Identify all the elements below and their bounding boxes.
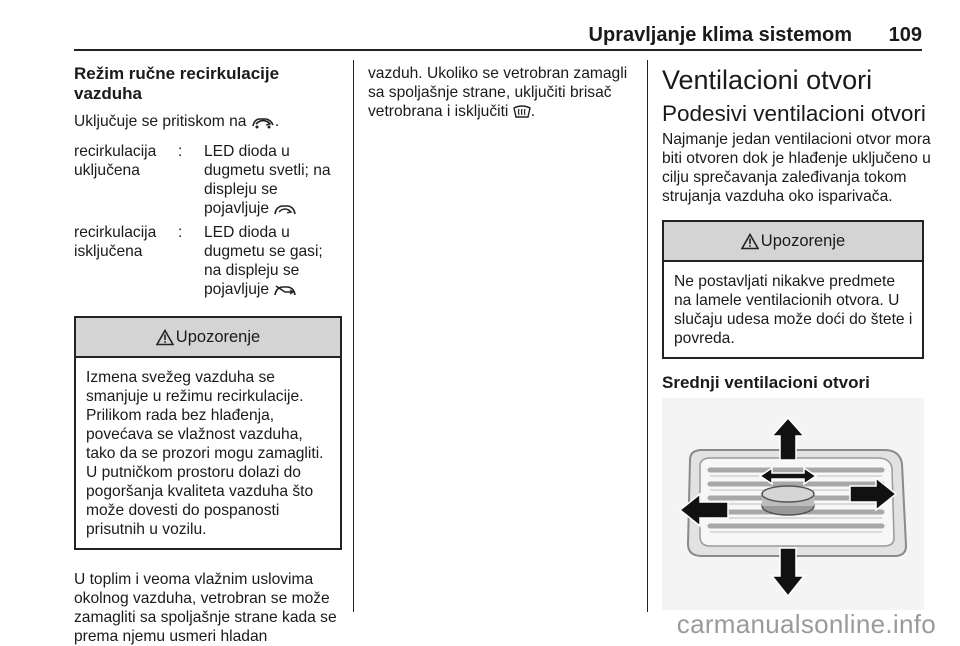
recirculation-intro: Uključuje se pritiskom na . xyxy=(74,112,342,134)
fogging-paragraph: U toplim i veoma vlažnim uslovima okolnog vazduha, vetrobran se može zamagliti sa spoljašnje strane kada se prema njemu usmeri hladan xyxy=(74,571,337,645)
recirculation-off-icon xyxy=(273,283,297,302)
warning-title: Upozorenje xyxy=(175,327,261,346)
vents-paragraph: Najmanje jedan ventilacioni otvor mora biti otvoren dok je hlađenje uključeno u cilju sprečavanja zaleđivanja tokom strujanja vazduha oko isparivača. xyxy=(662,131,931,205)
warning-triangle-icon xyxy=(156,329,174,346)
recirculation-car-icon xyxy=(251,115,275,134)
column-divider-2 xyxy=(647,60,648,612)
warning-triangle-icon xyxy=(741,233,759,250)
windscreen-defrost-icon xyxy=(513,104,531,124)
status-description: LED dioda u dugmetu se gasi; na displeju se pojavljuje xyxy=(204,223,342,302)
recirculation-on-icon xyxy=(273,202,297,221)
page-number: 109 xyxy=(888,24,922,46)
warning-text: Ne postavljati nikakve predmete na lamele ventilacionih otvora. U slučaju udesa može doći do štete i povreda. xyxy=(674,273,913,347)
watermark: carmanualsonline.info xyxy=(676,609,936,639)
status-description: LED dioda u dugmetu svetli; na displeju se pojavljuje xyxy=(204,142,342,221)
fogging-paragraph-continued: vazduh. Ukoliko se vetrobran zamagli sa spoljašnje strane, uključiti brisač vetrobrana i isključiti . xyxy=(368,64,636,124)
column-1 xyxy=(74,64,342,646)
status-term: recirkulacija uključena xyxy=(74,143,157,179)
column-divider-1 xyxy=(353,60,354,612)
center-vent-illustration xyxy=(662,398,924,610)
column-2 xyxy=(368,64,636,124)
status-row-off: recirkulacija isključena : LED dioda u dugmetu se gasi; na displeju se pojavljuje xyxy=(74,223,342,302)
section-heading-vents: Ventilacioni otvori xyxy=(662,65,873,95)
status-row-on: recirkulacija uključena : LED dioda u dugmetu svetli; na displeju se pojavljuje xyxy=(74,142,342,221)
status-term: recirkulacija isključena xyxy=(74,224,157,260)
warning-text: Izmena svežeg vazduha se smanjuje u režimu recirkulacije. Prilikom rada bez hlađenja, povećava se vlažnost vazduha, tako da se prozori mogu zamagliti. U putničkom prostoru dolazi do pogoršanja kvaliteta vazduha što može dovesti do pospanosti prisutnih u vozilu. xyxy=(86,369,324,538)
warning-header xyxy=(76,318,340,358)
section-heading-recirculation: Režim ručne recirkulacije vazduha xyxy=(74,64,280,103)
header-rule xyxy=(74,49,922,51)
warning-box-recirculation xyxy=(74,316,342,550)
column-3 xyxy=(662,64,932,393)
subheading-adjustable-vents: Podesivi ventilacioni otvori xyxy=(662,101,926,126)
subheading-center-vents: Srednji ventilacioni otvori xyxy=(662,373,870,392)
warning-box-vents xyxy=(662,220,924,359)
vent-diagram xyxy=(662,398,924,610)
running-header-title: Upravljanje klima sistemom xyxy=(588,24,852,46)
warning-header xyxy=(664,222,922,262)
warning-title: Upozorenje xyxy=(760,231,846,250)
recirculation-status-table xyxy=(74,142,342,302)
